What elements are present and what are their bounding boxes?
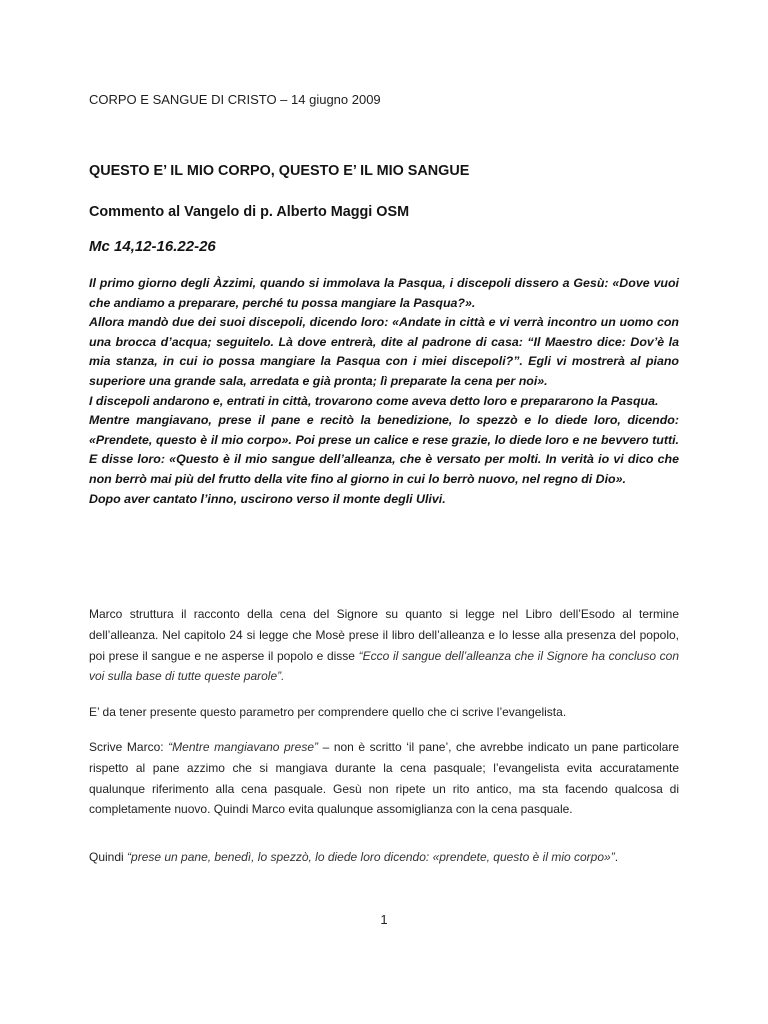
paragraph-end: . bbox=[614, 850, 619, 864]
comment-paragraph-2: E’ da tener presente questo parametro per comprendere quello che ci scrive l’evangelista. bbox=[89, 705, 567, 719]
paragraph-text: Marco struttura il racconto della cena del Signore su quanto si legge nel Libro dell’Esodo al termine dell’alleanza. Nel capitolo 24 si legge che Mosè prese il libro dell’alleanza e lo lesse alla presenza del popolo, poi prese il sangue e ne asperse il popolo e disse bbox=[89, 607, 679, 663]
gospel-paragraph: Mentre mangiavano, prese il pane e recitò la benedizione, lo spezzò e lo diede loro, dicendo: «Prendete, questo è il mio corpo». Poi prese un calice e rese grazie, lo diede loro e ne bevvero tutti. E disse loro: «Questo è il mio sangue dell’alleanza, che è versato per molti. In verità io vi dico che non berrò mai più del frutto della vite fino al giorno in cui lo berrò nuovo, nel regno di Dio». bbox=[89, 413, 679, 486]
quotation: “Mentre mangiavano prese” bbox=[168, 740, 319, 754]
gospel-paragraph: Dopo aver cantato l’inno, uscirono verso il monte degli Ulivi. bbox=[89, 491, 446, 506]
document-header: CORPO E SANGUE DI CRISTO – 14 giugno 2009 bbox=[89, 92, 381, 107]
gospel-paragraph: I discepoli andarono e, entrati in città, trovarono come aveva detto loro e prepararono la Pasqua. bbox=[89, 393, 659, 408]
paragraph-lead: Quindi bbox=[89, 850, 128, 864]
gospel-paragraph: Il primo giorno degli Àzzimi, quando si immolava la Pasqua, i discepoli dissero a Gesù: «Dove vuoi che andiamo a preparare, perché tu possa mangiare la Pasqua?». bbox=[89, 276, 679, 310]
quotation: “prese un pane, benedì, lo spezzò, lo diede loro dicendo: «prendete, questo è il mio corpo»” bbox=[127, 850, 615, 864]
comment-paragraph-1 bbox=[89, 604, 679, 687]
gospel-paragraph: Allora mandò due dei suoi discepoli, dicendo loro: «Andate in città e vi verrà incontro un uomo con una brocca d’acqua; seguitelo. Là dove entrerà, dite al padrone di casa: “Il Maestro dice: Dov’è la mia stanza, in cui io possa mangiare la Pasqua con i miei discepoli?”. Egli vi mostrerà al piano superiore una grande sala, arredata e già pronta; lì preparate la cena per noi». bbox=[89, 315, 679, 388]
comment-paragraph-4 bbox=[89, 847, 679, 868]
page-number: 1 bbox=[380, 912, 388, 927]
paragraph-text: – non è scritto ‘il pane’, che avrebbe indicato un pane particolare rispetto al pane azzimo che si mangiava durante la cena pasquale; l’evangelista evita accuratamente qualunque riferimento alla cena pasquale. Gesù non ripete un rito antico, ma sta facendo qualcosa di completamente nuovo. Quindi Marco evita qualunque assomiglianza con la cena pasquale. bbox=[89, 740, 680, 817]
paragraph-lead: Scrive Marco: bbox=[89, 740, 169, 754]
quotation: “Ecco il sangue dell’alleanza che il Signore ha concluso con voi sulla base di tutte queste parole”. bbox=[89, 648, 679, 684]
comment-paragraph-3 bbox=[89, 737, 679, 820]
gospel-reference: Mc 14,12-16.22-26 bbox=[89, 238, 216, 255]
document-subtitle: Commento al Vangelo di p. Alberto Maggi OSM bbox=[89, 204, 410, 220]
document-title: QUESTO E’ IL MIO CORPO, QUESTO E’ IL MIO SANGUE bbox=[89, 163, 470, 179]
gospel-passage bbox=[89, 274, 679, 509]
